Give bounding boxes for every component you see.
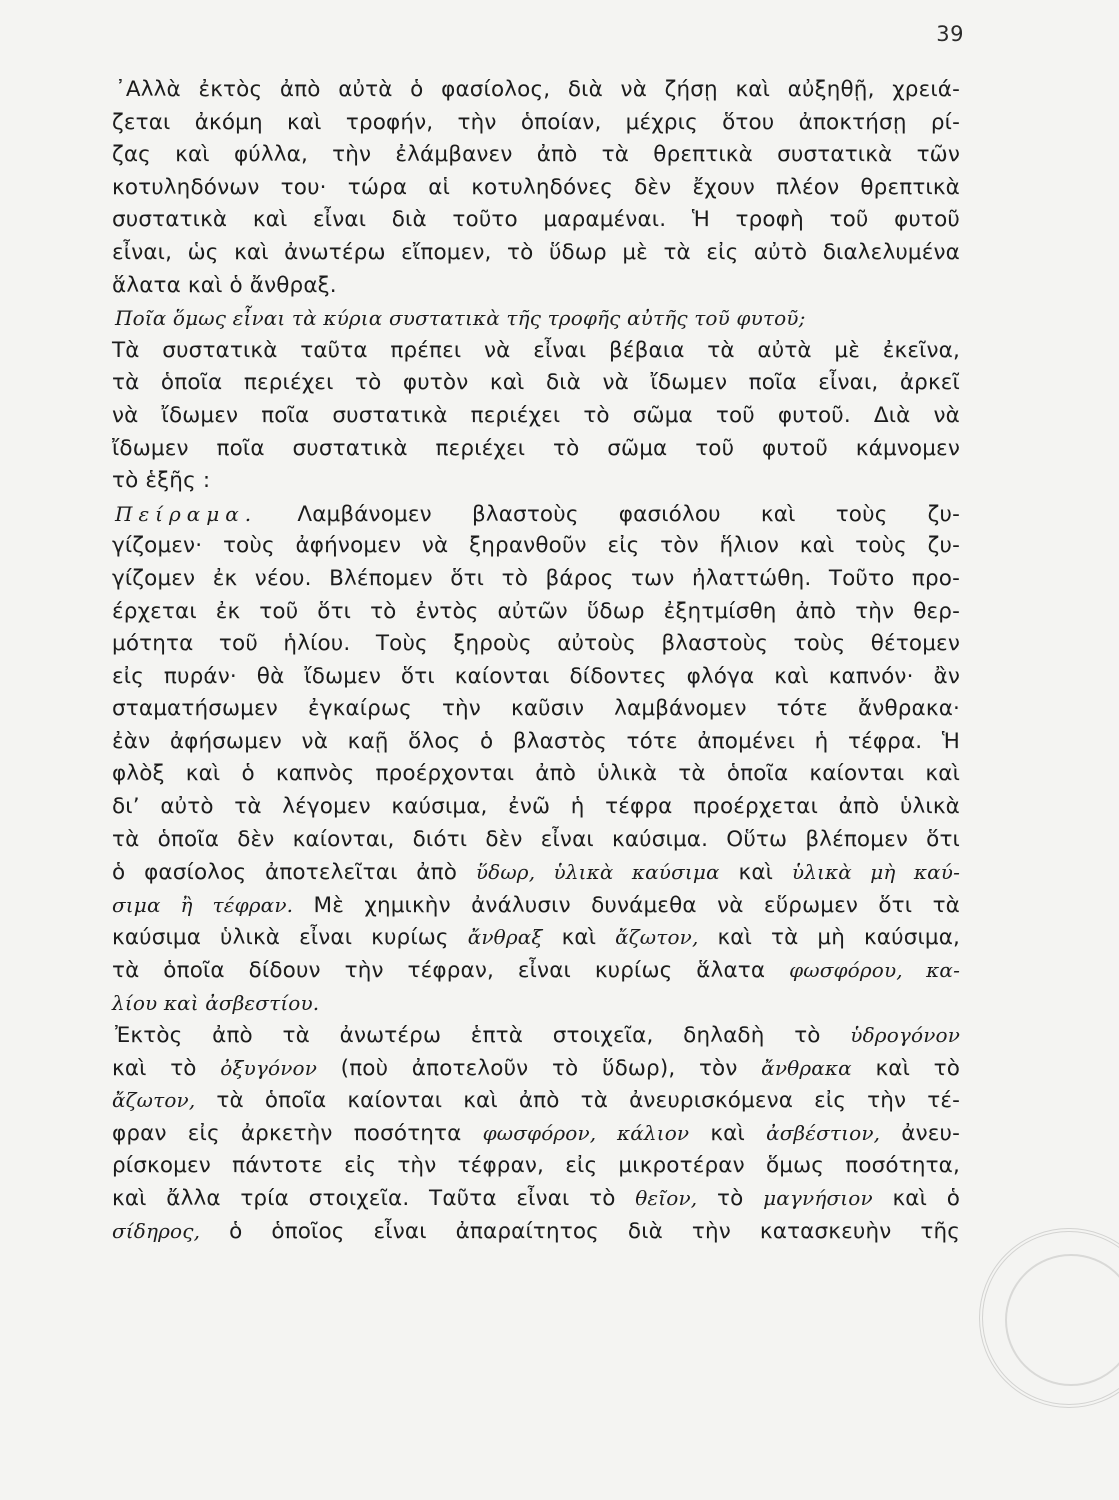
- italic-term: σιμα ἢ τέφραν.: [112, 892, 294, 917]
- page-number: 39: [936, 22, 964, 46]
- text-line: ἐὰν ἀφήσωμεν νὰ καῇ ὅλος ὁ βλαστὸς τότε ἀπομένει ἡ τέφρα. Ἡ: [112, 728, 960, 754]
- text-run: ὁ φασίολος ἀποτελεῖται ἀπὸ: [112, 860, 458, 886]
- text-line: [112, 954, 960, 987]
- text-run: καὶ τὸ: [112, 1055, 197, 1081]
- paragraph-2: [112, 302, 960, 498]
- text-run: φραν εἰς ἀρκετὴν ποσότητα: [112, 1121, 462, 1146]
- library-stamp: [979, 1228, 1119, 1408]
- text-run: τὸ: [717, 1186, 744, 1212]
- text-run: ὁ ὁποῖος εἶναι ἀπαραίτητος διὰ τὴν κατασκευὴν τῆς: [229, 1218, 961, 1244]
- text-line: τὰ ὁποῖα περιέχει τὸ φυτὸν καὶ διὰ νὰ ἴδωμεν ποῖα εἶναι, ἀρκεῖ: [112, 370, 960, 396]
- italic-term: θεῖον,: [635, 1186, 698, 1211]
- text-line: [112, 1019, 960, 1052]
- text-line: σταματήσωμεν ἐγκαίρως τὴν καῦσιν λαμβάνομεν τότε ἄνθρακα·: [112, 696, 960, 722]
- text-line: [112, 889, 960, 922]
- italic-term: ὀξυγόνον: [220, 1055, 318, 1080]
- text-line: [112, 1215, 960, 1248]
- text-line: [112, 1182, 960, 1215]
- library-stamp-inner-ring: [1005, 1254, 1119, 1386]
- text-line: γίζομεν ἐκ νέου. Βλέπομεν ὅτι τὸ βάρος των ἠλαττώθη. Τοῦτο προ-: [112, 565, 960, 591]
- text-line: εἶναι, ὡς καὶ ἀνωτέρω εἴπομεν, τὸ ὕδωρ μὲ τὰ εἰς αὐτὸ διαλελυμένα: [112, 239, 960, 265]
- text-line: ρίσκομεν πάντοτε εἰς τὴν τέφραν, εἰς μικροτέραν ὅμως ποσότητα,: [112, 1152, 960, 1178]
- experiment-heading: Πείραμα.: [115, 501, 258, 526]
- text-run: ἀνευ-: [901, 1121, 961, 1146]
- text-line: [112, 1117, 960, 1150]
- italic-term: ἄζωτον,: [112, 1088, 196, 1113]
- italic-term: ἄζωτον,: [615, 925, 699, 950]
- italic-term: ὑδρογόνον: [850, 1023, 960, 1048]
- text-line: εἰς πυράν· θὰ ἴδωμεν ὅτι καίονται δίδοντες φλόγα καὶ καπνόν· ἂν: [112, 663, 960, 689]
- text-line: [112, 856, 960, 889]
- text-line: [112, 921, 960, 954]
- text-line: ἴδωμεν ποῖα συστατικὰ περιέχει τὸ σῶμα τοῦ φυτοῦ κάμνομεν: [112, 435, 960, 461]
- text-line: κοτυληδόνων του· τώρα αἱ κοτυληδόνες δὲν ἔχουν πλέον θρεπτικὰ: [112, 174, 960, 200]
- text-line: τὸ ἑξῆς :: [112, 468, 211, 494]
- paragraph-4: [112, 1019, 960, 1247]
- text-run: τὰ ὁποῖα δίδουν τὴν τέφραν, εἶναι κυρίως ἅλατα: [112, 958, 766, 984]
- text-run: (ποὺ ἀποτελοῦν τὸ ὕδωρ), τὸν: [340, 1055, 738, 1081]
- text-run: καύσιμα ὑλικὰ εἶναι κυρίως: [112, 925, 449, 951]
- italic-term: ἄνθραξ: [467, 925, 543, 950]
- text-run: καὶ: [738, 860, 774, 886]
- experiment-text: Λαμβάνομεν βλαστοὺς φασιόλου καὶ τοὺς ζυ-: [297, 501, 961, 527]
- text-run: καὶ ὁ: [892, 1186, 961, 1212]
- italic-term: φωσφόρου, κα-: [789, 958, 961, 983]
- text-run: τὰ ὁποῖα καίονται καὶ ἀπὸ τὰ ἀνευρισκόμενα εἰς τὴν τέ-: [216, 1088, 961, 1114]
- italic-term: ὕδωρ, ὑλικὰ καύσιμα: [475, 860, 720, 885]
- question-text: Ποῖα ὅμως εἶναι τὰ κύρια συστατικὰ τῆς τροφῆς αὐτῆς τοῦ φυτοῦ;: [115, 306, 806, 331]
- text-line: ζεται ἀκόμη καὶ τροφήν, τὴν ὁποίαν, μέχρις ὅτου ἀποκτήσῃ ρί-: [112, 109, 960, 135]
- paragraph-1: [112, 74, 960, 302]
- text-run: Μὲ χημικὴν ἀνάλυσιν δυνάμεθα νὰ εὕρωμεν ὅτι τὰ: [313, 892, 960, 918]
- text-line: [112, 987, 960, 1020]
- text-line: γίζομεν· τοὺς ἀφήνομεν νὰ ξηρανθοῦν εἰς τὸν ἥλιον καὶ τοὺς ζυ-: [112, 533, 960, 559]
- text-run: καὶ τὰ μὴ καύσιμα,: [717, 925, 961, 951]
- text-line: μότητα τοῦ ἡλίου. Τοὺς ξηροὺς αὐτοὺς βλαστοὺς τοὺς θέτομεν: [112, 631, 960, 657]
- italic-term: ἄνθρακα: [761, 1055, 852, 1080]
- text-line: [112, 1052, 960, 1085]
- text-line: συστατικὰ καὶ εἶναι διὰ τοῦτο μαραμέναι. Ἡ τροφὴ τοῦ φυτοῦ: [112, 207, 960, 233]
- experiment-line: [112, 498, 960, 531]
- text-line: ἅλατα καὶ ὁ ἄνθραξ.: [112, 272, 337, 298]
- text-line: νὰ ἴδωμεν ποῖα συστατικὰ περιέχει τὸ σῶμα τοῦ φυτοῦ. Διὰ νὰ: [112, 402, 960, 428]
- text-line: δι’ αὐτὸ τὰ λέγομεν καύσιμα, ἐνῶ ἡ τέφρα προέρχεται ἀπὸ ὑλικὰ: [112, 794, 960, 820]
- text-run: καὶ τὸ: [875, 1055, 961, 1081]
- italic-term: ἀσβέστιον,: [766, 1121, 881, 1145]
- text-line: φλὸξ καὶ ὁ καπνὸς προέρχονται ἀπὸ ὑλικὰ τὰ ὁποῖα καίονται καὶ: [112, 761, 960, 787]
- text-line: ᾿Αλλὰ ἐκτὸς ἀπὸ αὐτὰ ὁ φασίολος, διὰ νὰ ζήσῃ καὶ αὐξηθῇ, χρειά-: [115, 77, 960, 102]
- text-run: καὶ ἄλλα τρία στοιχεῖα. Ταῦτα εἶναι τὸ: [112, 1186, 616, 1212]
- text-line: τὰ ὁποῖα δὲν καίονται, διότι δὲν εἶναι καύσιμα. Οὕτω βλέπομεν ὅτι: [112, 826, 960, 852]
- text-line: [112, 1084, 960, 1117]
- body-text: [112, 74, 960, 1247]
- italic-term: ὑλικὰ μὴ καύ-: [791, 860, 960, 885]
- italic-term: μαγνήσιον: [763, 1186, 873, 1211]
- question-line: [112, 302, 960, 335]
- italic-term: λίου καὶ ἀσβεστίου.: [112, 990, 320, 1015]
- text-line: Τὰ συστατικὰ ταῦτα πρέπει νὰ εἶναι βέβαια τὰ αὐτὰ μὲ ἐκεῖνα,: [112, 337, 960, 363]
- paragraph-3: [112, 498, 960, 1020]
- italic-term: φωσφόρον, κάλιον: [482, 1121, 690, 1145]
- text-line: ζας καὶ φύλλα, τὴν ἐλάμβανεν ἀπὸ τὰ θρεπτικὰ συστατικὰ τῶν: [112, 142, 960, 168]
- text-run: καὶ: [710, 1121, 745, 1146]
- text-run: καὶ: [561, 925, 597, 951]
- text-run: Ἐκτὸς ἀπὸ τὰ ἀνωτέρω ἑπτὰ στοιχεῖα, δηλαδὴ τὸ: [115, 1023, 821, 1049]
- italic-term: σίδηρος,: [112, 1218, 201, 1243]
- text-line: έρχεται ἐκ τοῦ ὅτι τὸ ἐντὸς αὐτῶν ὕδωρ ἐξητμίσθη ἀπὸ τὴν θερ-: [112, 598, 960, 624]
